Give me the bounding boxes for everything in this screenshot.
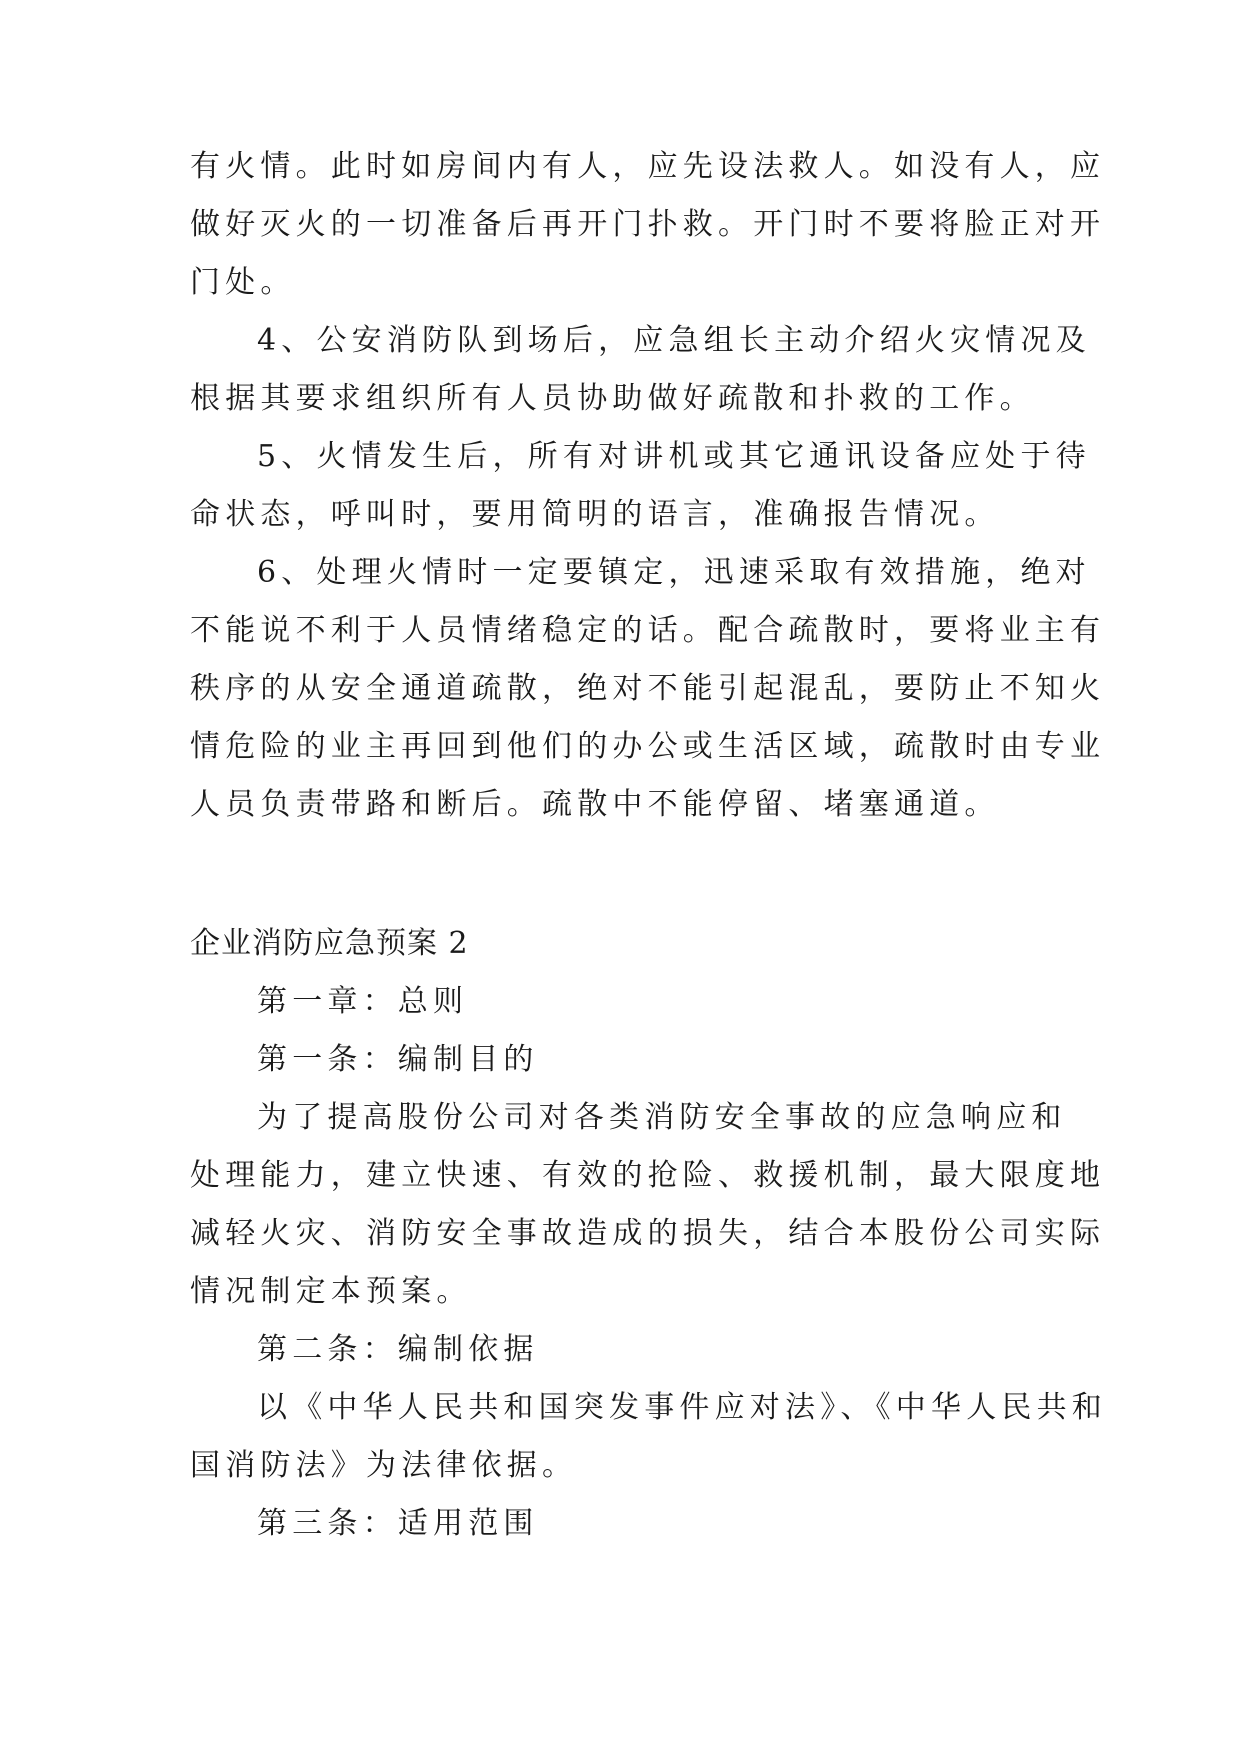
article-heading: 第一条：编制目的 <box>257 1042 539 1077</box>
paragraph-line: 为了提高股份公司对各类消防安全事故的应急响应和 <box>257 1100 1067 1135</box>
paragraph-line: 命状态，呼叫时，要用简明的语言，准确报告情况。 <box>190 497 1000 532</box>
article-heading: 第三条：适用范围 <box>257 1506 539 1541</box>
paragraph-line: 根据其要求组织所有人员协助做好疏散和扑救的工作。 <box>190 381 1035 416</box>
text-block-emergency-plan-2 <box>190 915 1107 1553</box>
paragraph-line: 6、处理火情时一定要镇定，迅速采取有效措施，绝对 <box>257 555 1091 590</box>
paragraph-line: 做好灭火的一切准备后再开门扑救。开门时不要将脸正对开 <box>190 207 1106 242</box>
paragraph-line: 人员负责带路和断后。疏散中不能停留、堵塞通道。 <box>190 787 1000 822</box>
chapter-heading: 第一章：总则 <box>257 984 469 1019</box>
paragraph-line: 5、火情发生后，所有对讲机或其它通讯设备应处于待 <box>257 439 1091 474</box>
text-block-fire-procedures <box>190 138 1106 834</box>
paragraph-line: 门处。 <box>190 265 296 300</box>
paragraph-line: 有火情。此时如房间内有人，应先设法救人。如没有人，应 <box>190 149 1106 184</box>
paragraph-line: 以《中华人民共和国突发事件应对法》、《中华人民共和 <box>257 1390 1107 1425</box>
paragraph-line: 情况制定本预案。 <box>190 1274 472 1309</box>
paragraph-line: 国消防法》为法律依据。 <box>190 1448 578 1483</box>
article-heading: 第二条：编制依据 <box>257 1332 539 1367</box>
paragraph-line: 秩序的从安全通道疏散，绝对不能引起混乱，要防止不知火 <box>190 671 1106 706</box>
paragraph-line: 不能说不利于人员情绪稳定的话。配合疏散时，要将业主有 <box>190 613 1106 648</box>
section-title: 企业消防应急预案 2 <box>190 926 469 961</box>
paragraph-line: 减轻火灾、消防安全事故造成的损失，结合本股份公司实际 <box>190 1216 1106 1251</box>
paragraph-line: 情危险的业主再回到他们的办公或生活区域，疏散时由专业 <box>190 729 1106 764</box>
paragraph-line: 4、公安消防队到场后，应急组长主动介绍火灾情况及 <box>257 323 1091 358</box>
paragraph-line: 处理能力，建立快速、有效的抢险、救援机制，最大限度地 <box>190 1158 1106 1193</box>
